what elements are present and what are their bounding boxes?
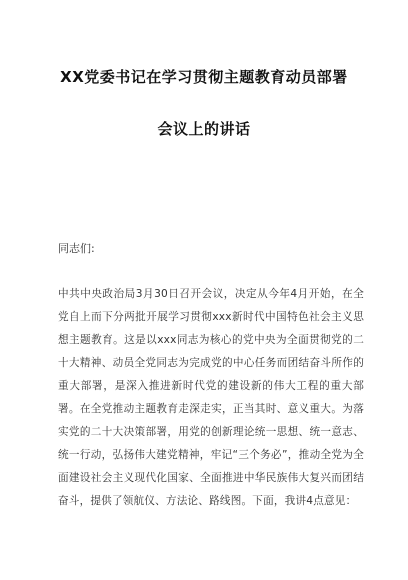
document-title-line-2: 会议上的讲话 [157, 120, 251, 138]
salutation: 同志们: [58, 242, 95, 255]
body-paragraph: 中共中央政治局3月30日召开会议，决定从今年4月开始，在全党自上而下分两批开展学习贯彻xxx新时代中国特色社会主义思想主题教育。这是以xxx同志为核心的党中央为全面贯彻党的二十大精神、动员全党同志为完成党的中心任务而团结奋斗所作的重大部署，是深入推进新时代党的建设新的伟大工程的重大部署。在全党推动主题教育走深走实，正当其时、意义重大。为落实党的二十大决策部署，用党的创新理论统一思想、统一意志、统一行动，弘扬伟大建党精神，牢记“三个务必”，推动全党为全面建设社会主义现代化国家、全面推进中华民族伟大复兴而团结奋斗，提供了领航仪、方法论、路线图。下面，我讲4点意见： [58, 288, 364, 507]
document-title-line-1: XX党委书记在学习贯彻主题教育动员部署 [60, 68, 348, 86]
